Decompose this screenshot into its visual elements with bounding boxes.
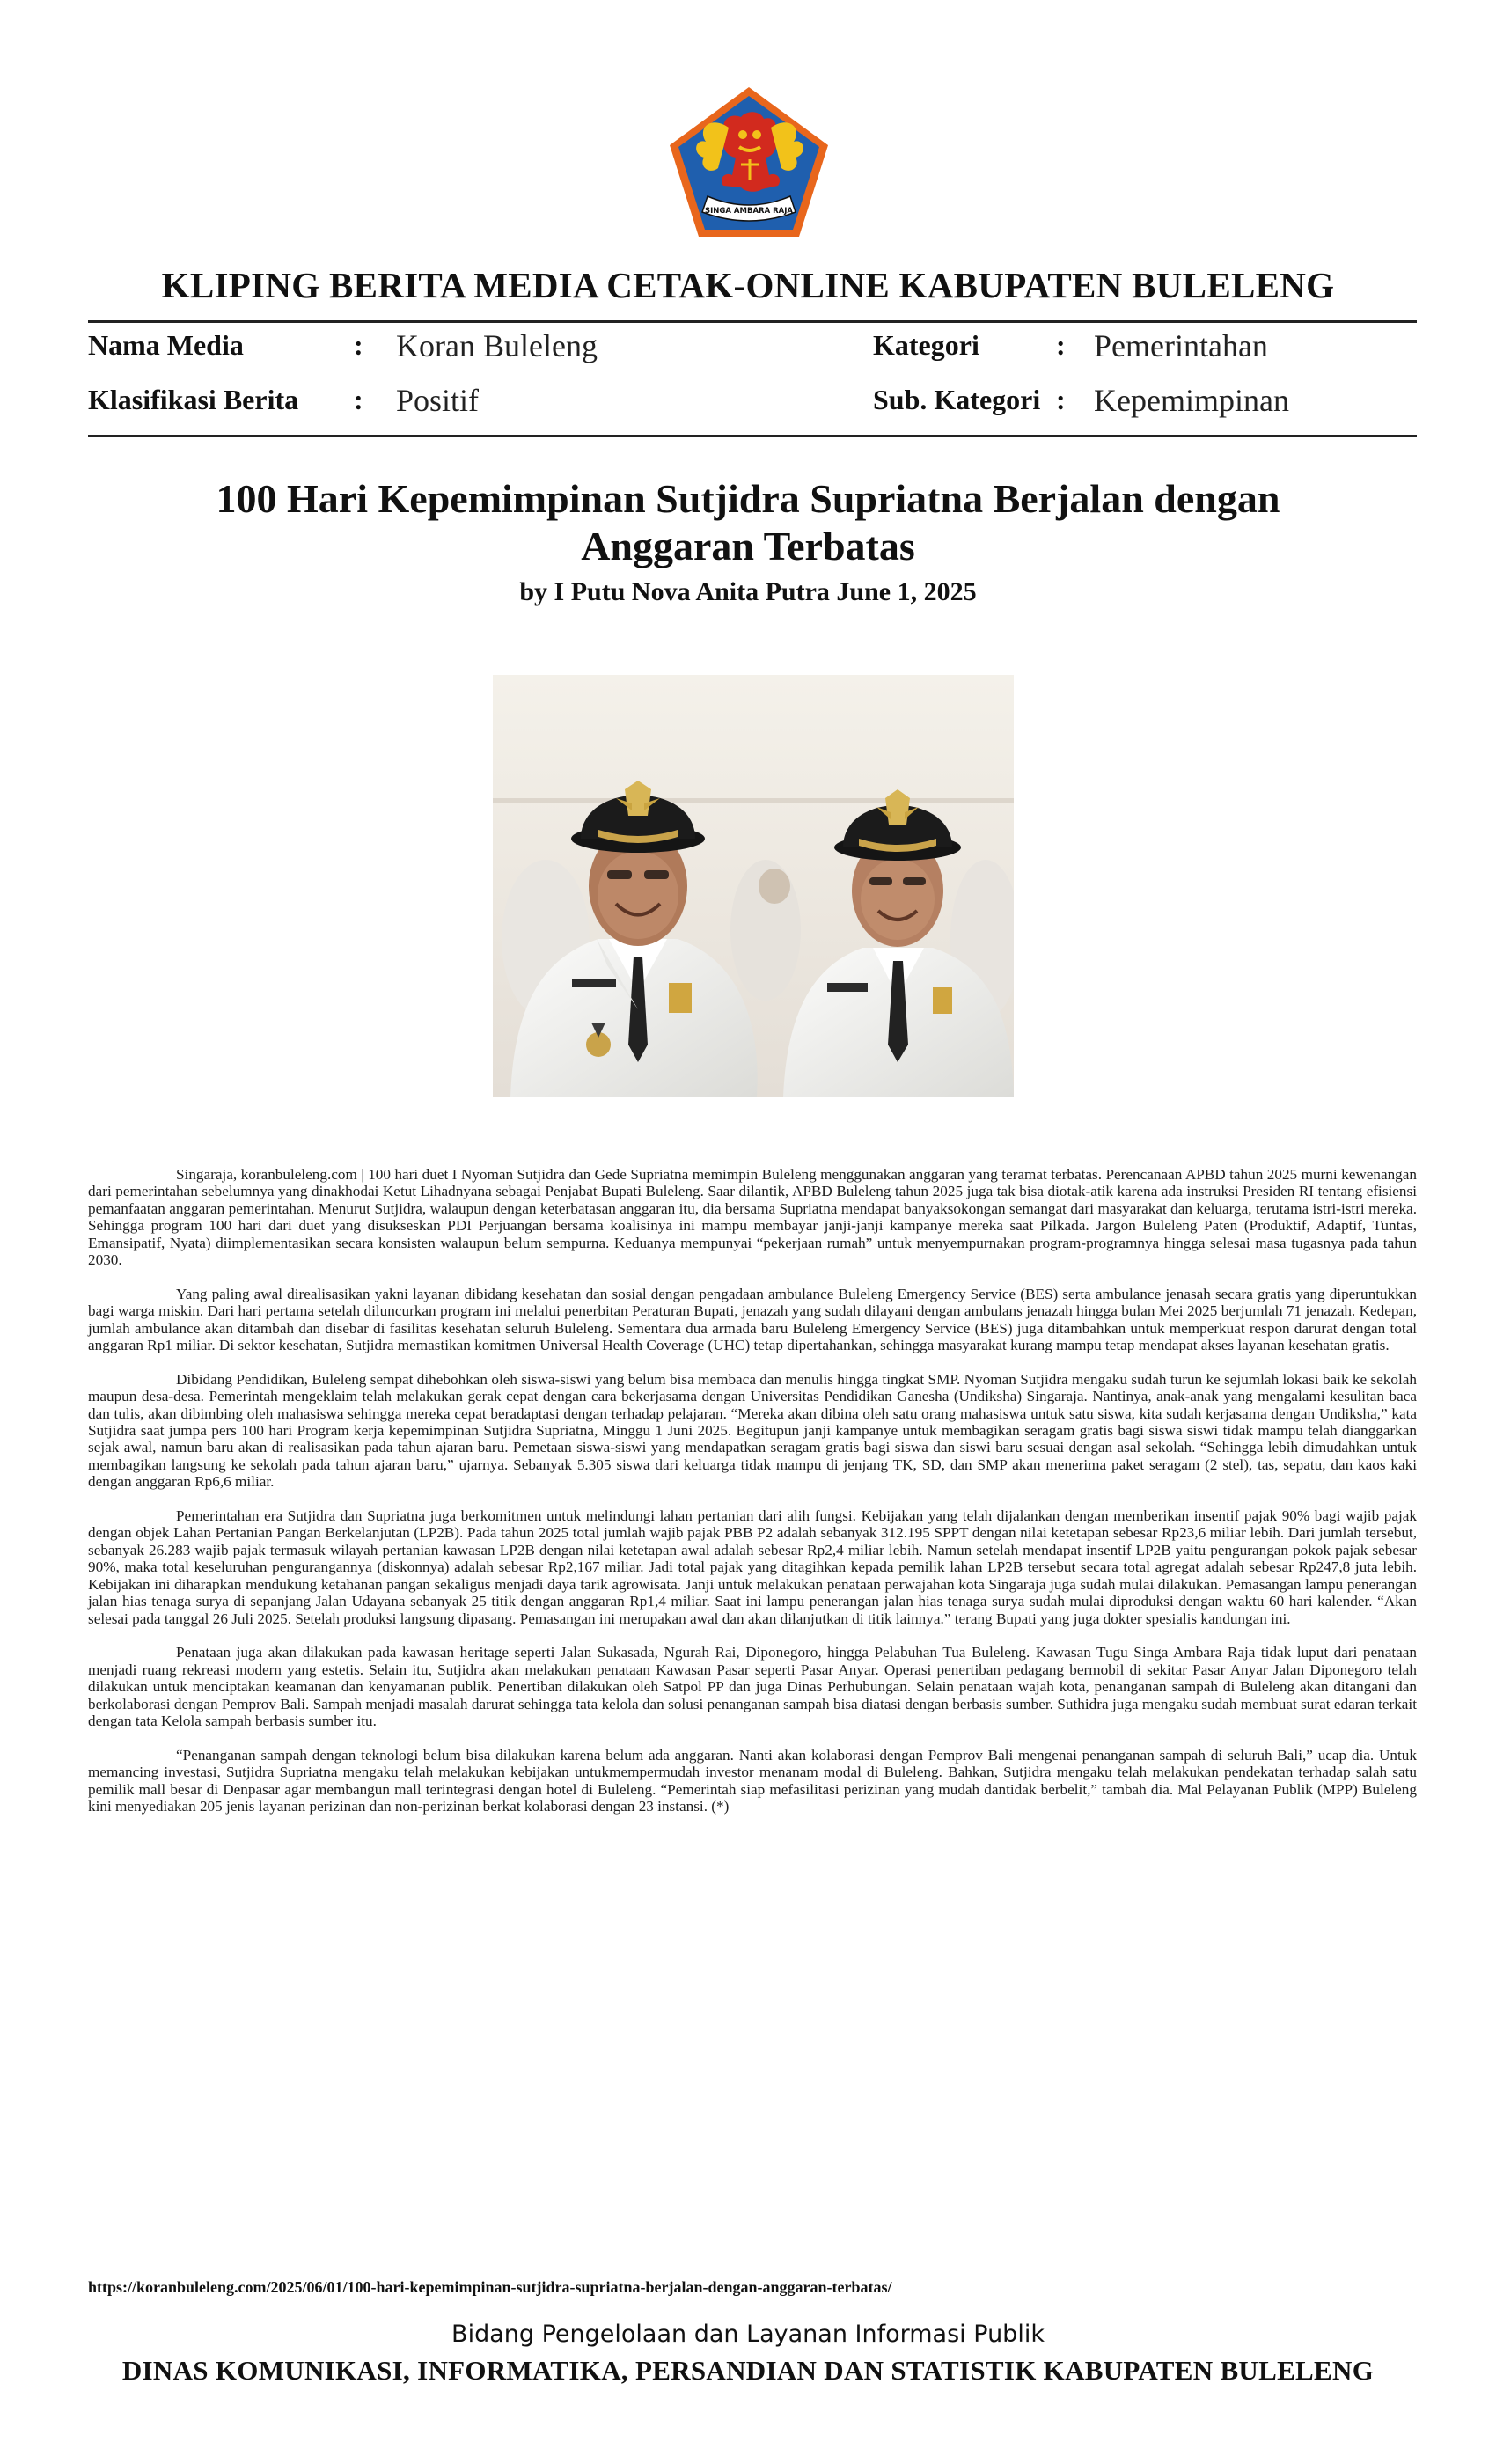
subkategori-value: Kepemimpinan — [1094, 383, 1289, 418]
article-byline: by I Putu Nova Anita Putra June 1, 2025 — [519, 577, 977, 606]
header-divider-bottom — [88, 435, 1417, 437]
media-colon: : — [354, 329, 363, 361]
kategori-label: Kategori — [873, 329, 979, 361]
media-label: Nama Media — [88, 329, 244, 361]
klasifikasi-label: Klasifikasi Berita — [88, 384, 299, 415]
regency-emblem-icon — [665, 84, 832, 242]
kategori-value: Pemerintahan — [1094, 328, 1268, 363]
article-body — [88, 1166, 1417, 1832]
subkategori-colon: : — [1056, 384, 1066, 415]
article-paragraph: “Penanganan sampah dengan teknologi belum bisa dilakukan karena belum ada anggaran. Nanti akan kolaborasi dengan Pemprov Bali mengenai penanganan sampah di seluruh Bali,” ucap dia. Untuk memancing investasi, Sutjidra Supriatna mengaku telah melakukan kebijakan untukmempermudah investor menanam modal di Buleleng. Bahkan, Sutjidra mengaku telah melakukan pendekatan terhadap salah satu pemilik mall besar di Denpasar agar membangun mall terintegrasi dengan hotel di Buleleng. “Pemerintah siap mefasilitasi perizinan yang mudah dantidak berbelit,” tambah dia. Mal Pelayanan Publik (MPP) Buleleng kini menyediakan 205 jenis layanan perizinan dan non-perizinan berkat kolaborasi dengan 23 instansi. (*) — [88, 1746, 1417, 1815]
header-divider-top — [88, 320, 1417, 323]
klasifikasi-colon: : — [354, 384, 363, 415]
source-url[interactable]: https://koranbuleleng.com/2025/06/01/100-hari-kepemimpinan-sutjidra-supriatna-berjalan-dengan-anggaran-terbatas/ — [88, 2278, 892, 2296]
media-value: Koran Buleleng — [396, 328, 598, 363]
article-paragraph: Pemerintahan era Sutjidra dan Supriatna juga berkomitmen untuk melindungi lahan pertanian dari alih fungsi. Kebijakan yang telah dijalankan dengan memberikan insentif pajak 90% bagi wajib pajak dengan objek Lahan Pertanian Pangan Berkelanjutan (LP2B). Pada tahun 2025 total jumlah wajib pajak PBB P2 adalah sebanyak 312.195 SPPT dengan nilai ketetapan sebesar Rp23,6 miliar lebih. Dari jumlah tersebut, sebanyak 26.283 wajib pajak termasuk wilayah pertanian kawasan LP2B dengan nilai ketetapan awal adalah sebesar Rp2,4 miliar lebih. Namun setelah mendapat insentif LP2B yaitu pengurangan pokok pajak sebesar 90%, maka total keseluruhan pengurangannya (diskonnya) adalah sebesar Rp2,167 miliar. Jadi total pajak yang ditagihkan kepada pemilik lahan LP2B tersebut secara total agregat adalah sebesar Rp247,8 juta lebih. Kebijakan ini diharapkan mendukung ketahanan pangan sekaligus menjadi daya tarik agrowisata. Janji untuk melakukan penataan perwajahan kota Singaraja juga sudah mulai dilakukan. Pemasangan lampu penerangan jalan hias tenaga surya di sepanjang Jalan Udayana sebanyak 25 titik dengan anggaran Rp1,4 miliar. Saat ini lampu penerangan jalan hias tenaga surya sudah mulai diproduksi dengan waktu 60 hari kalender. “Akan selesai pada tanggal 26 Juli 2025. Setelah produksi langsung dipasang. Pemasangan ini merupakan awal dan akan dilanjutkan di titik lainnya.” terang Bupati yang juga dokter spesialis kandungan ini. — [88, 1507, 1417, 1627]
kategori-colon: : — [1056, 329, 1066, 361]
subkategori-label: Sub. Kategori — [873, 384, 1041, 415]
footer-agency: DINAS KOMUNIKASI, INFORMATIKA, PERSANDIAN DAN STATISTIK KABUPATEN BULELENG — [121, 2355, 1375, 2386]
article-paragraph: Yang paling awal direalisasikan yakni layanan dibidang kesehatan dan sosial dengan pengadaan ambulance Buleleng Emergency Service (BES) serta ambulance jenasah secara gratis yang diperuntukkan bagi warga miskin. Dari hari pertama setelah diluncurkan program ini melalui penerbitan Peraturan Bupati, jenazah yang sudah dilayani dengan ambulans jenazah hingga bulan Mei 2025 berjumlah 71 jenazah. Kedepan, jumlah ambulance akan ditambah dan disebar di fasilitas kesehatan seluruh Buleleng. Sementara dua armada baru Buleleng Emergency Service (BES) juga ditambahkan untuk memperkuat respon darurat dengan total anggaran Rp1 miliar. Di sektor kesehatan, Sutjidra memastikan komitmen Universal Health Coverage (UHC) tetap dipertahankan, sehingga masyarakat kurang mampu tetap mendapat akses layanan kesehatan gratis. — [88, 1285, 1417, 1354]
article-headline: 100 Hari Kepemimpinan Sutjidra Supriatna Berjalan dengan Anggaran Terbatas — [216, 476, 1280, 568]
article-paragraph: Penataan juga akan dilakukan pada kawasan heritage seperti Jalan Sukasada, Ngurah Rai, Diponegoro, hingga Pelabuhan Tua Buleleng. Kawasan Tugu Singa Ambara Raja tidak luput dari penataan menjadi ruang rekreasi modern yang estetis. Selain itu, Sutjidra akan melakukan penataan Kawasan Pasar seperti Pasar Anyar. Operasi penertiban pedagang bermobil di sekitar Pasar Anyar Jalan Diponegoro telah dilakukan untuk menciptakan keamanan dan kenyamanan publik. Penertiban dilakukan oleh Satpol PP dan juga Dinas Perhubungan. Selain penataan wajah kota, penanganan sampah di Buleleng akan ditangani dan berkolaborasi dengan Pemprov Bali. Sampah menjadi masalah darurat sehingga tata kelola dan solusi penanganan sampah bisa diatasi dengan berbasis sumber. Suthidra juga mengaku sudah membuat surat edaran terkait dengan tata Kelola sampah berbasis sumber itu. — [88, 1644, 1417, 1729]
article-photo — [493, 675, 1014, 1097]
footer-division: Bidang Pengelolaan dan Layanan Informasi Publik — [451, 2321, 1045, 2348]
emblem-caption: SINGA AMBARA RAJA — [705, 207, 793, 216]
article-paragraph: Singaraja, koranbuleleng.com | 100 hari duet I Nyoman Sutjidra dan Gede Supriatna memimpin Buleleng menggunakan anggaran yang teramat terbatas. Perencanaan APBD tahun 2025 murni kewenangan dari pemerintahan sebelumnya yang dinakhodai Ketut Lihadnyana sebagai Penjabat Bupati Buleleng. Saar dilantik, APBD Buleleng tahun 2025 juga tak bisa diotak-atik karena ada instruksi Presiden RI tentang efisiensi pemanfaatan anggaran pemerintahan. Menurut Sutjidra, walaupun dengan keterbatasan anggaran itu, dia bersama Supriatna mendapat banyaksokongan semangat dari masyarakat dan keluarga, terutama istri-istri mereka. Sehingga program 100 hari dari duet yang disukseskan PDI Perjuangan bersama koalisinya ini mampu membayar janji-janji kampanye mereka saat Pilkada. Jargon Buleleng Paten (Produktif, Adaptif, Tuntas, Emansipatif, Nyata) diimplementasikan secara konsisten walaupun belum sempurna. Keduanya mempunyai “pekerjaan rumah” untuk menyempurnakan program-programnya hingga selesai masa tugasnya pada tahun 2030. — [88, 1166, 1417, 1269]
article-paragraph: Dibidang Pendidikan, Buleleng sempat dihebohkan oleh siswa-siswi yang belum bisa membaca dan menulis hingga tingkat SMP. Nyoman Sutjidra mengaku sudah turun ke sejumlah lokasi baik ke sekolah maupun desa-desa. Pemerintah mengeklaim telah melakukan gerak cepat dengan cara bekerjasama dengan Universitas Pendidikan Ganesha (Undiksha) Singaraja. Nantinya, anak-anak yang mengalami kesulitan baca dan tulis, akan dibimbing oleh mahasiswa sehingga mereka cepat beradaptasi dengan terhadap pelajaran. “Mereka akan dibina oleh satu orang mahasiswa untuk satu siswa, kita sudah kerjasama dengan Undiksha,” kata Sutjidra saat jumpa pers 100 hari Program kerja kepemimpinan Sutjidra Supriatna, Minggu 1 Juni 2025. Begitupun janji kampanye untuk membagikan seragam gratis bagi siswa siswi tidak mampu telah dianggarkan sejak awal, namun baru akan di realisasikan pada tahun ajaran baru. Pemetaan siswa-siswi yang mendapatkan seragam gratis bagi siswa dan siswi baru sesuai dengan asal sekolah. “Sehingga lebih dimudahkan untuk membagikan langsung ke sekolah pada tahun ajaran baru,” ujarnya. Sebanyak 5.305 siswa dari keluarga tidak mampu di jenjang TK, SD, dan SMP akan menerima paket seragam (2 stel), tas, sepatu, dan kaos kaki dengan anggaran Rp6,6 miliar. — [88, 1370, 1417, 1491]
klasifikasi-value: Positif — [396, 383, 480, 418]
clipping-title: KLIPING BERITA MEDIA CETAK-ONLINE KABUPATEN BULELENG — [161, 265, 1335, 305]
